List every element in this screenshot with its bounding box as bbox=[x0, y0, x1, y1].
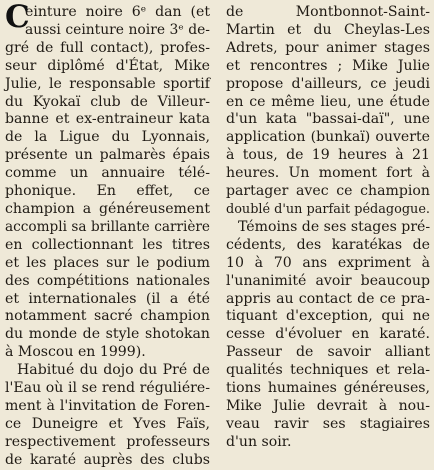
text-line: Mike Julie devrait à nou- bbox=[226, 397, 430, 414]
text-line: Julie, le responsable sportif bbox=[5, 75, 210, 92]
text-line: qualités techniques et rela- bbox=[226, 362, 430, 379]
text-line: ment à l'invitation de Foren- bbox=[5, 397, 210, 414]
text-line: de Montbonnot-Saint- bbox=[226, 4, 430, 20]
text-line: 10 à 70 ans expriment à bbox=[226, 254, 430, 271]
text-line: aussi ceinture noire 3ᵉ de- bbox=[25, 21, 210, 38]
text-line: en ce même lieu, une étude bbox=[226, 93, 430, 110]
text-line: l'Eau où il se rend réguliére- bbox=[5, 380, 210, 397]
text-line: champion a généreusement bbox=[5, 200, 210, 217]
text-line: comme un annuaire télé- bbox=[5, 165, 210, 182]
text-line: einture noire 6ᵉ dan (et bbox=[25, 4, 210, 20]
article-left-column bbox=[5, 0, 210, 468]
text-line: Témoins de ses stages pré- bbox=[238, 218, 431, 235]
text-line: gré de full contact), profes- bbox=[5, 39, 210, 56]
text-line: appris au contact de ce pra- bbox=[226, 290, 430, 307]
text-line: phonique. En effet, ce bbox=[5, 183, 210, 200]
text-line: heures. Un moment fort à bbox=[226, 165, 430, 182]
text-line: et les places sur le podium bbox=[5, 254, 210, 271]
drop-cap: C bbox=[5, 0, 30, 35]
text-line: de la Ligue du Lyonnais, bbox=[5, 129, 210, 146]
text-line: ce Duneigre et Yves Faïs, bbox=[5, 415, 210, 432]
text-line: tions humaines généreuses, bbox=[226, 380, 430, 397]
text-line: et internationales (il a été bbox=[5, 290, 210, 307]
text-line: Adrets, pour animer stages bbox=[226, 39, 430, 56]
article-right-column bbox=[226, 4, 430, 451]
text-line: présente un palmarès épais bbox=[5, 147, 210, 164]
text-line: partager avec ce champion bbox=[226, 183, 430, 200]
text-line: d'un soir. bbox=[226, 433, 292, 450]
text-line: doublé d'un parfait pédagogue. bbox=[226, 201, 430, 217]
text-line: notamment sacré champion bbox=[5, 308, 210, 325]
text-line: d'un kata "bassai-daï", une bbox=[226, 111, 430, 128]
text-line: du monde de style shotokan bbox=[5, 326, 210, 343]
text-line: du Kyokaï club de Villeur- bbox=[5, 93, 210, 110]
text-line: Passeur de savoir alliant bbox=[226, 344, 430, 361]
text-line: banne et ex-entraineur kata bbox=[5, 111, 210, 128]
text-line: seur diplômé d'État, Mike bbox=[5, 57, 210, 74]
text-line: des compétitions nationales bbox=[5, 272, 210, 289]
text-line: application (bunkaï) ouverte bbox=[226, 129, 430, 146]
text-line: Martin et du Cheylas-Les bbox=[226, 21, 430, 38]
text-line: à Moscou en 1999). bbox=[5, 344, 146, 361]
text-line: respectivement professeurs bbox=[5, 433, 210, 450]
text-line: tiquant d'exception, qui ne bbox=[226, 308, 430, 325]
text-line: cédents, des karatékas de bbox=[226, 236, 430, 253]
text-line: cesse d'évoluer en karaté. bbox=[226, 326, 430, 343]
text-line: veau ravir ses stagiaires bbox=[226, 415, 430, 432]
text-line: de karaté auprès des clubs bbox=[5, 451, 210, 468]
text-line: à tous, de 19 heures à 21 bbox=[226, 147, 430, 164]
text-line: en collectionnant les titres bbox=[5, 236, 210, 253]
text-line: propose d'ailleurs, ce jeudi bbox=[226, 75, 430, 92]
text-line: et rencontres ; Mike Julie bbox=[226, 57, 430, 74]
text-line: accompli sa brillante carrière bbox=[5, 218, 210, 235]
text-line: l'unanimité avoir beaucoup bbox=[226, 272, 430, 289]
text-line: Habitué du dojo du Pré de bbox=[17, 362, 210, 379]
